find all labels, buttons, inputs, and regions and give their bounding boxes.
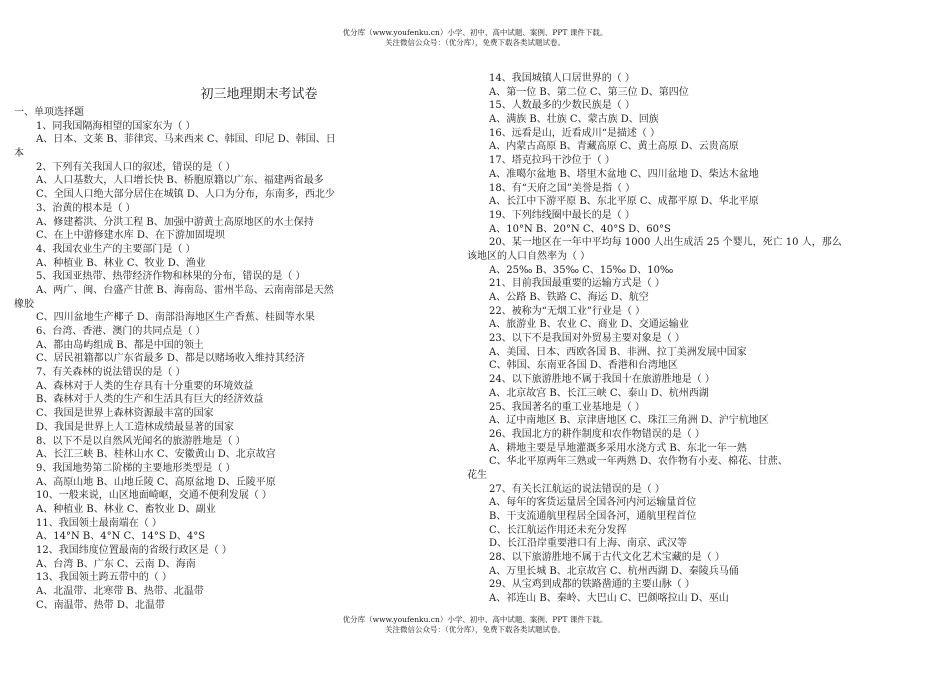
option-line: C、在上中游修建水库 D、在下游加固堤坝 [36,230,225,242]
question-line: 12、我国纬度位置最南的省级行政区是（ ） [36,545,232,556]
option-line: A、祁连山 B、秦岭、大巴山 C、巴颜喀拉山 D、巫山 [489,593,729,605]
option-line: A、万里长城 B、北京故宫 C、杭州西湖 D、秦陵兵马俑 [489,565,739,577]
option-line: C、居民祖籍都以广东省最多 D、都是以赌场收入维持其经济 [36,353,305,365]
option-line: C、南温带、热带 D、北温带 [36,599,165,611]
option-line: A、森林对于人类的生存具有十分重要的环境效益 [36,380,254,392]
question-line: 13、我国领土跨五带中的（ ） [36,572,172,584]
question-line: 18、有“天府之国”美誉是指（ ） [489,182,636,194]
continuation-line: 橡胶 [14,298,34,310]
question-line: 8、以下不是以自然风光闻名的旅游胜地是（ ） [36,435,246,447]
question-line: 16、远看是山，近看成川“是描述（ ） [489,127,661,139]
question-line: 25、我国著名的重工业基地是（ ） [489,401,645,413]
option-line: A、人口基数大，人口增长快 B、桥胞原籍以广东、福建两省最多 [36,175,324,187]
question-line: 11、我国领土最南端在（ ） [36,517,162,529]
page-footer [0,615,950,635]
left-column [14,86,444,612]
option-line: A、10°N B、20°N C、40°S D、60°S [489,223,671,235]
right-question-list [467,72,907,606]
option-line: A、25‰ B、35‰ C、15‰ D、10‰ [489,264,674,276]
option-line: A、内蒙古高原 B、青藏高原 C、黄土高原 D、云贵高原 [489,141,739,153]
header-line-1: 优分库（www.youfenku.cn）小学、初中、高中试题、案例、PPT 课件下载。 [342,28,608,37]
question-line: 24、以下旅游胜地不属于我国十在旅游胜地是（ ） [489,374,715,386]
option-line: A、第一位 B、第二位 C、第三位 D、第四位 [489,86,689,98]
option-line: A、耕地主要是旱地灌溉多采用水浇方式 B、东北一年一熟 [489,442,747,454]
option-line: A、美国、日本、西欧各国 B、非洲、拉丁美洲发展中国家 [489,346,747,358]
question-line: 14、我国城镇人口居世界的（ ） [489,73,635,84]
option-line: D、我国是世界上人工造林成绩最显著的国家 [36,421,235,433]
option-line: C、四川盆地生产椰子 D、南部沿海地区生产香蕉、桂圆等水果 [36,312,315,324]
option-line: A、北京故宫 B、长江三峡 C、泰山 D、杭州西湖 [489,387,709,399]
question-line: 21、目前我国最重要的运输方式是（ ） [489,278,665,290]
question-line: 29、从宝鸡到成都的铁路凿通的主要山脉（ ） [489,579,695,591]
option-line: A、长江中下游平原 B、东北平原 C、成都平原 D、华北平原 [489,196,759,208]
page-header [0,28,950,48]
question-line: 7、有关森林的说法错误的是（ ） [36,367,186,379]
option-line: A、种植业 B、林业 C、牧业 D、渔业 [36,257,206,269]
question-line: 5、我国亚热带、热带经济作物和林果的分布，错误的是（ ） [36,271,306,283]
right-column [467,72,907,606]
option-line: A、高原山地 B、山地丘陵 C、高原盆地 D、丘陵平原 [36,476,276,488]
option-line: C、全国人口绝大部分居住在城镇 D、人口为分布，东南多，西北少 [36,189,335,201]
question-line: 15、人数最多的少数民族是（ ） [489,100,635,112]
continuation-line: 该地区的人口自然率为（ ） [467,250,591,262]
option-line: A、种植业 B、林业 C、畜牧业 D、副业 [36,503,216,515]
option-line: A、长江三峡 B、桂林山水 C、安徽黄山 D、北京故宫 [36,449,276,461]
question-line: 10、一般来说，山区地面崎岖，交通不便利发展（ ） [36,490,272,502]
continuation-line: 本 [14,148,24,160]
footer-line-1: 优分库（www.youfenku.cn）小学、初中、高中试题、案例、PPT 课件下载。 [342,615,608,624]
option-line: A、14°N B、4°N C、14°S D、4°S [36,531,206,543]
question-line: 6、台湾、香港、澳门的共同点是（ ） [36,326,206,337]
option-line: C、长江航运作用还未充分发挥 [489,524,627,536]
question-line: 22、被称为“无烟工业”行业是（ ） [489,305,646,317]
option-line: A、公路 B、铁路 C、海运 D、航空 [489,292,649,303]
exam-title: 初三地理期末考试卷 [200,87,318,102]
question-line: 17、塔克拉玛干沙位于（ ） [489,155,615,167]
question-line: 4、我国农业生产的主要部门是（ ） [36,243,196,255]
option-line: A、旅游业 B、农业 C、商业 D、交通运输业 [489,319,689,331]
option-line: A、台湾 B、广东 C、云南 D、海南 [36,558,196,570]
option-line: A、每年的客货运量居全国各河内河运输量首位 [489,497,697,509]
option-line: A、辽中南地区 B、京津唐地区 C、珠江三角洲 D、沪宁杭地区 [489,415,769,427]
option-line: A、日本、文莱 B、菲律宾、马来西来 C、韩国、印尼 D、韩国、日 [36,134,336,146]
option-line: C、韩国、东南亚各国 D、香港和台湾地区 [489,360,678,372]
question-line: 26、我国北方的耕作制度和农作物错误的是（ ） [489,428,705,440]
option-line: B、干支流通航里程居全国各河，通航里程首位 [489,511,697,522]
option-line: B、森林对于人类的生产和生活具有巨大的经济效益 [36,394,264,406]
question-line: 1、同我国隔海相望的国家东为（ ） [36,120,196,132]
question-line: 9、我国地势第二阶梯的主要地形类型是（ ） [36,462,236,474]
question-line: 28、以下旅游胜地不属于古代文化艺术宝藏的是（ ） [489,552,725,564]
footer-line-2: 关注微信公众号：（优分库），免费下载各类试题试卷。 [385,625,565,634]
option-line: A、都由岛屿组成 B、都是中国的领土 [36,339,204,351]
question-line: 2、下列有关我国人口的叙述，错误的是（ ） [36,161,236,173]
left-question-list [14,120,444,613]
question-line: 3、治黄的根本是（ ） [36,202,136,214]
question-line: 19、下列纬线圈中最长的是（ ） [489,209,635,221]
question-line: 20、某一地区在一年中平均每 1000 人出生成活 25 个婴儿，死亡 10 人，那么 [489,237,842,249]
option-line: A、准噶尔盆地 B、塔里木盆地 C、四川盆地 D、柴达木盆地 [489,168,759,180]
continuation-line: 花生 [467,469,487,481]
option-line: C、我国是世界上森林资源最丰富的国家 [36,408,214,420]
option-line: A、修建蓄洪、分洪工程 B、加强中游黄土高原地区的水土保持 [36,216,314,228]
question-line: 27、有关长江航运的说法错误的是（ ） [489,483,665,495]
option-line: D、长江沿岸重要港口有上海、南京、武汉等 [489,538,688,550]
section-heading: 一、单项选择题 [14,107,84,118]
option-line: A、满族 B、壮族 C、蒙古族 D、回族 [489,114,659,126]
option-line: C、华北平原两年三熟或一年两熟 D、农作物有小麦、棉花、甘蔗、 [489,456,788,468]
header-line-2: 关注微信公众号：（优分库），免费下载各类试题试卷。 [385,38,565,47]
option-line: A、北温带、北寒带 B、热带、北温带 [36,586,204,598]
question-line: 23、以下不是我国对外贸易主要对象是（ ） [489,333,685,345]
option-line: A、两广、闽、台盛产甘蔗 B、海南岛、雷州半岛、云南南部是天然 [36,284,334,296]
